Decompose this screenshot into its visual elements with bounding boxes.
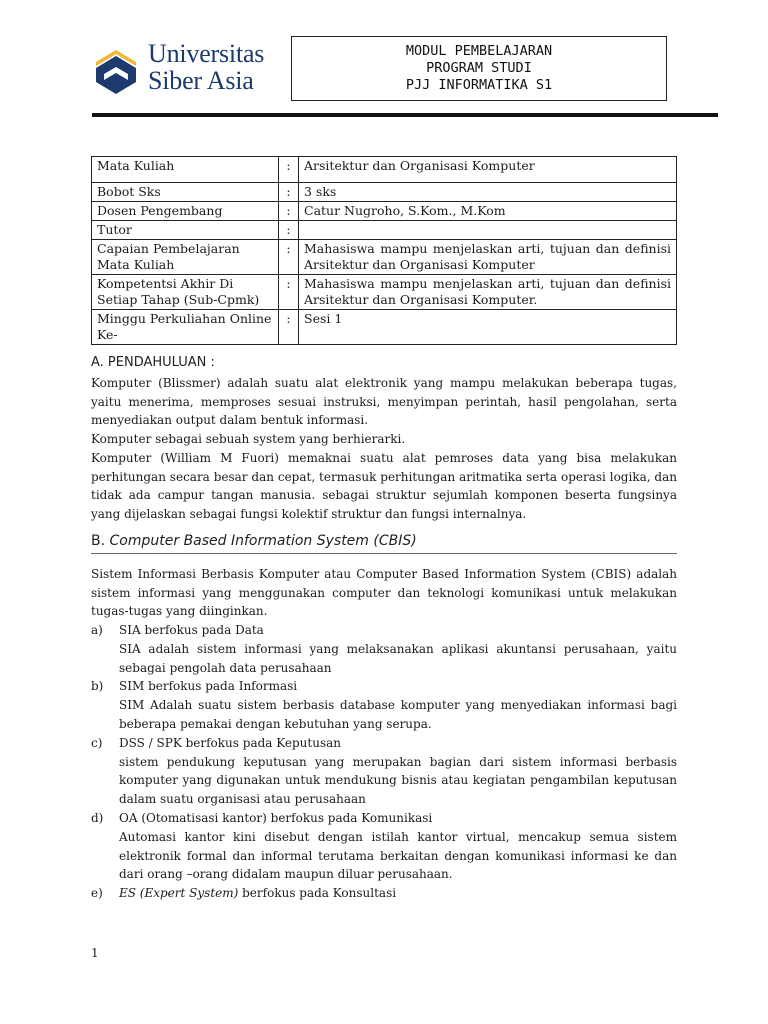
list-item-heading <box>119 884 677 903</box>
list-item-heading-italic: ES (Expert System) <box>119 886 239 901</box>
list-item <box>91 734 677 809</box>
table-row <box>92 310 677 345</box>
row-value: Mahasiswa mampu menjelaskan arti, tujuan dan definisi Arsitektur dan Organisasi Komputer. <box>299 275 677 310</box>
list-item-heading: SIA berfokus pada Data <box>119 623 264 637</box>
section-b-intro: Sistem Informasi Berbasis Komputer atau Computer Based Information System (CBIS) adalah sistem informasi yang menggunakan computer dan teknologi komunikasi untuk melakukan tugas-tugas yang diinginkan. <box>91 567 677 619</box>
list-item <box>91 884 677 903</box>
list-item-body: Automasi kantor kini disebut dengan istilah kantor virtual, mencakup semua sistem elektronik formal dan informal terutama berkaitan dengan komunikasi informasi ke dan dari orang –orang didalam maupun diluar perusahaan. <box>119 829 677 882</box>
row-value: Sesi 1 <box>299 310 677 345</box>
course-info-table <box>91 156 677 345</box>
table-row <box>92 157 677 183</box>
header-line-3: PJJ INFORMATIKA S1 <box>405 77 553 93</box>
table-row <box>92 221 677 240</box>
section-a-title: A. PENDAHULUAN : <box>91 355 215 370</box>
row-label: Dosen Pengembang <box>92 202 279 221</box>
row-value: Catur Nugroho, S.Kom., M.Kom <box>299 202 677 221</box>
list-marker: e) <box>91 886 103 901</box>
logo-wordmark <box>148 40 264 94</box>
row-label: Bobot Sks <box>92 183 279 202</box>
row-separator: : <box>279 202 299 221</box>
shield-emblem-icon <box>92 42 140 98</box>
row-value: Arsitektur dan Organisasi Komputer <box>299 157 677 183</box>
row-value <box>299 221 677 240</box>
list-item-body: SIA adalah sistem informasi yang melaksanakan aplikasi akuntansi perusahaan, yaitu sebagai pengolah data perusahaan <box>119 641 677 675</box>
list-item-body: SIM Adalah suatu sistem berbasis database komputer yang menyediakan informasi bagi beberapa pemakai dengan kebutuhan yang serupa. <box>119 698 677 731</box>
cbis-list <box>91 621 677 903</box>
section-b-underline <box>91 553 677 554</box>
row-label: Tutor <box>92 221 279 240</box>
list-marker: c) <box>91 735 103 750</box>
row-separator: : <box>279 240 299 275</box>
row-separator: : <box>279 157 299 183</box>
row-separator: : <box>279 183 299 202</box>
list-item <box>91 809 677 884</box>
header-line-2: PROGRAM STUDI <box>426 60 532 76</box>
list-item-body: sistem pendukung keputusan yang merupakan bagian dari sistem informasi berbasis komputer yang digunakan untuk mendukung bisnis atau kegiatan pengambilan keputusan dalam suatu organisasi atau perusahaan <box>119 754 677 807</box>
list-item <box>91 621 677 677</box>
row-separator: : <box>279 310 299 345</box>
paragraph: Komputer (William M Fuori) memaknai suatu alat pemroses data yang bisa melakukan perhitungan secara besar dan cepat, termasuk perhitungan aritmatika serta operasi logika, dan tidak ada campur tangan manusia. sebagai struktur sejumlah komponen beserta fungsinya yang dijelaskan sebagai fungsi kolektif struktur dan fungsi internalnya. <box>91 450 677 521</box>
list-marker: b) <box>91 679 104 694</box>
row-label: Capaian Pembelajaran Mata Kuliah <box>92 240 279 275</box>
section-b-heading: Computer Based Information System (CBIS) <box>109 533 417 549</box>
row-label: Mata Kuliah <box>92 157 279 183</box>
section-a-body <box>91 374 677 524</box>
module-header-box <box>291 36 667 101</box>
section-b-prefix: B. <box>91 533 110 549</box>
row-value: 3 sks <box>299 183 677 202</box>
list-item-heading: DSS / SPK berfokus pada Keputusan <box>119 735 341 750</box>
header-divider <box>92 113 718 117</box>
section-b-title <box>91 533 417 549</box>
table-row <box>92 275 677 310</box>
row-value: Mahasiswa mampu menjelaskan arti, tujuan dan definisi Arsitektur dan Organisasi Komputer <box>299 240 677 275</box>
logo-line-2: Siber Asia <box>148 66 254 95</box>
row-label: Minggu Perkuliahan Online Ke- <box>92 310 279 345</box>
table-row <box>92 202 677 221</box>
header-line-1: MODUL PEMBELAJARAN <box>405 43 553 59</box>
list-item-heading: OA (Otomatisasi kantor) berfokus pada Komunikasi <box>119 810 433 825</box>
list-item-heading: SIM berfokus pada Informasi <box>119 679 298 694</box>
row-separator: : <box>279 221 299 240</box>
table-row <box>92 240 677 275</box>
paragraph: Komputer (Blissmer) adalah suatu alat elektronik yang mampu melakukan beberapa tugas, yaitu menerima, memproses sesuai instruksi, menyimpan perintah, hasil pengolahan, serta menyediakan output dalam bentuk informasi. <box>91 376 677 428</box>
paragraph: Komputer sebagai sebuah system yang berhierarki. <box>91 432 406 447</box>
logo-line-1: Universitas <box>148 39 265 68</box>
row-label: Kompetentsi Akhir Di Setiap Tahap (Sub-Cpmk) <box>92 275 279 310</box>
list-item <box>91 677 677 733</box>
list-marker: a) <box>91 623 103 637</box>
list-item-heading-rest: berfokus pada Konsultasi <box>238 886 397 901</box>
university-logo <box>92 40 272 100</box>
list-marker: d) <box>91 810 104 825</box>
page-number: 1 <box>91 946 99 960</box>
table-row <box>92 183 677 202</box>
row-separator: : <box>279 275 299 310</box>
